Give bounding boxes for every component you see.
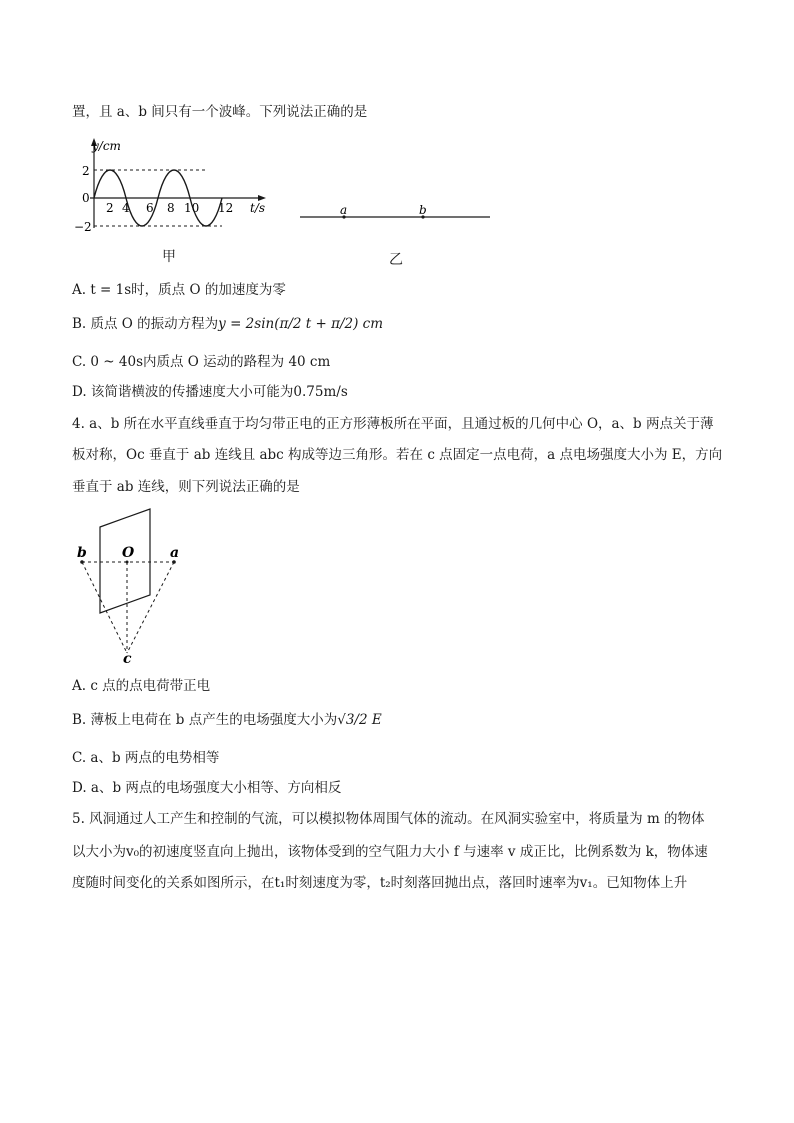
x-tick-6: 6 — [146, 201, 154, 215]
square-plate — [100, 509, 150, 613]
q5-stem-line3: 度随时间变化的关系如图所示，在t₁时刻速度为零，t₂时刻落回抛出点，落回时速率为v₁。已知物体上升 — [72, 875, 688, 891]
label-c: c — [123, 651, 132, 665]
q4-option-d: D. a、b 两点的电场强度大小相等、方向相反 — [72, 780, 342, 796]
q4-option-c: C. a、b 两点的电势相等 — [72, 750, 220, 766]
q3-option-b-formula: y = 2sin(π/2 t + π/2) cm — [218, 316, 384, 332]
q4-stem-line2: 板对称，Oc 垂直于 ab 连线且 abc 构成等边三角形。若在 c 点固定一点电荷，a 点电场强度大小为 E，方向 — [72, 447, 723, 463]
x-tick-2: 2 — [106, 201, 114, 215]
q4-figure — [70, 505, 190, 665]
q4-stem-line3: 垂直于 ab 连线，则下列说法正确的是 — [72, 479, 300, 495]
point-b-label: b — [419, 203, 427, 217]
q4-option-b — [72, 710, 382, 730]
y-tick-minus2: −2 — [74, 220, 92, 234]
q3-option-d: D. 该简谐横波的传播速度大小可能为0.75m/s — [72, 384, 348, 400]
label-O: O — [122, 545, 135, 561]
q4-option-a: A. c 点的点电荷带正电 — [72, 678, 211, 694]
q5-stem-line1: 5. 风洞通过人工产生和控制的气流，可以模拟物体周围气体的流动。在风洞实验室中，将质量为 m 的物体 — [72, 811, 705, 827]
q3-option-a: A. t = 1s时，质点 O 的加速度为零 — [72, 282, 286, 298]
y-tick-2: 2 — [82, 164, 90, 178]
x-tick-4: 4 — [122, 201, 130, 215]
q4-stem-line1: 4. a、b 所在水平直线垂直于均匀带正电的正方形薄板所在平面，且通过板的几何中心 O，a、b 两点关于薄 — [72, 416, 714, 432]
x-tick-8: 8 — [167, 201, 175, 215]
intro-line: 置，且 a、b 间只有一个波峰。下列说法正确的是 — [72, 104, 368, 120]
figure-jia-caption: 甲 — [162, 249, 176, 265]
x-tick-10: 10 — [184, 201, 200, 215]
q4-option-b-text: B. 薄板上电荷在 b 点产生的电场强度大小为 — [72, 712, 338, 728]
q3-option-b — [72, 314, 383, 334]
label-a: a — [170, 545, 180, 561]
x-axis-label: t/s — [250, 201, 266, 215]
point-a-label: a — [340, 203, 348, 217]
q5-stem-line2: 以大小为v₀的初速度竖直向上抛出，该物体受到的空气阻力大小 f 与速率 v 成正比，比例系数为 k，物体速 — [72, 844, 708, 860]
bc-line — [82, 562, 127, 653]
y-axis-label: y/cm — [92, 139, 121, 153]
figure-yi-caption: 乙 — [389, 252, 403, 268]
x-tick-12: 12 — [218, 201, 234, 215]
q4-option-b-math: √3/2 E — [337, 712, 382, 728]
label-b: b — [77, 545, 87, 561]
q3-option-c: C. 0 ~ 40s内质点 O 运动的路程为 40 cm — [72, 354, 331, 370]
figure-yi-line — [296, 198, 496, 228]
y-tick-0: 0 — [82, 191, 90, 205]
q3-option-b-text: B. 质点 O 的振动方程为 — [72, 316, 219, 332]
figure-jia-graph — [70, 136, 280, 236]
